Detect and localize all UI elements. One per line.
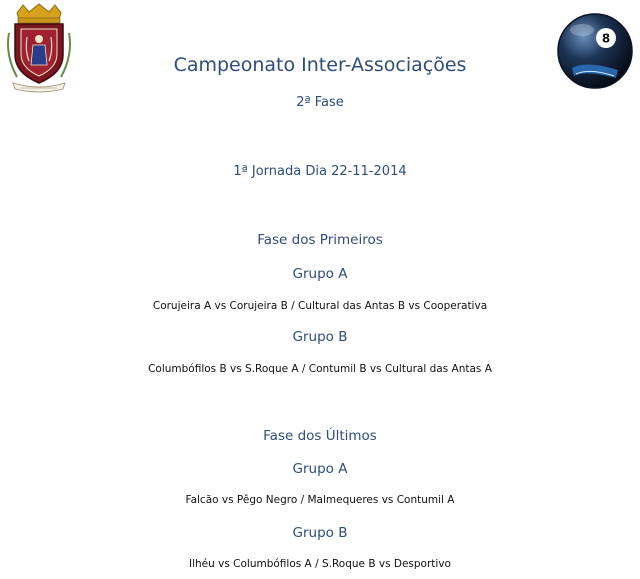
match-list: Ilhéu vs Columbófilos A / S.Roque B vs Desportivo	[189, 558, 451, 570]
group-title: Grupo A	[292, 461, 348, 477]
eight-ball-icon	[556, 12, 634, 90]
round-date: 1ª Jornada Dia 22-11-2014	[233, 164, 407, 179]
svg-text:8: 8	[601, 31, 611, 46]
match-list: Corujeira A vs Corujeira B / Cultural das Antas B vs Cooperativa	[152, 300, 488, 312]
group-title: Grupo A	[292, 266, 348, 282]
match-list: Columbófilos B vs S.Roque A / Contumil B vs Cultural das Antas A	[148, 363, 492, 375]
page-title: Campeonato Inter-Associações	[173, 54, 467, 76]
group-title: Grupo B	[292, 329, 348, 345]
municipal-coat-of-arms-icon	[3, 3, 75, 95]
group-title: Grupo B	[292, 525, 348, 541]
phase-label: 2ª Fase	[296, 95, 344, 110]
section-title: Fase dos Últimos	[263, 428, 377, 444]
section-title: Fase dos Primeiros	[257, 232, 383, 248]
match-list: Falcão vs Pêgo Negro / Malmequeres vs Contumil A	[185, 494, 455, 506]
